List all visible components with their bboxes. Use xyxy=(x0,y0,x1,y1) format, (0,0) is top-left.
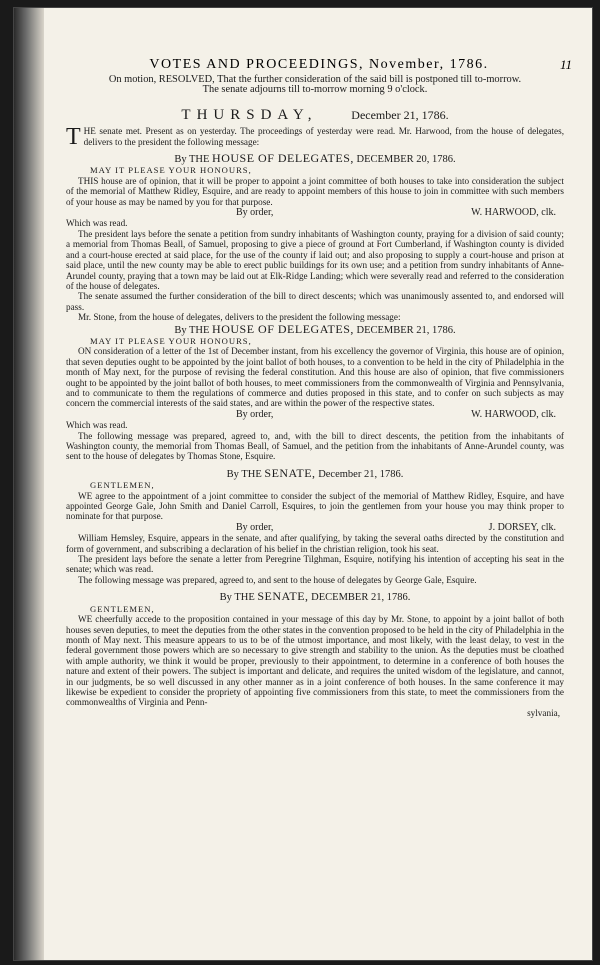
page-number: 11 xyxy=(559,57,572,72)
message-sent-paragraph: The following message was prepared, agreed to, and, with the bill to direct descents, the petition from the inhabitants of Washington county, the memorial from Thomas Beall, of Samuel, and the petition from the inhabitants of Anne-Arundel county, was sent to the house of delegates by Thomas Stone, Esquire. xyxy=(66,430,564,462)
senate-met-text: T HE senate met. Present as on yesterday. The proceedings of yesterday were read. Mr. Harwood, from the house of delegates, delivers to the president the following message: xyxy=(66,124,564,151)
which-was-read-1: Which was read. xyxy=(66,218,128,229)
day-heading xyxy=(66,106,564,123)
salutation-3: GENTLEMEN, xyxy=(90,480,155,491)
running-head: VOTES AND PROCEEDINGS, November, 1786. xyxy=(149,57,489,72)
message-body-2: ON consideration of a letter of the 1st of December instant, from his excellency the governor of Virginia, this house are of opinion, that seven deputies ought to be appointed by the joint ballot of both houses, to a convention to be held in the city of Philadelphia in the month of May next, for the purpose of revising the federal constitution. And this house are also of opinion, that five commissioners ought to be appointed by the joint ballot of both houses, to meet commissioners from the commonwealth of Virginia and Pennsylvania, and to communicate to them the regulations of commerce and duties proposed in this state, and to confer on such subjects as may concern the commercial interests of the said states, and are within the power of the respective states. xyxy=(66,346,564,409)
message-heading-4: By THE SENATE, DECEMBER 21, 1786. xyxy=(219,589,411,604)
drop-cap: T xyxy=(66,124,81,151)
message-heading-2: By THE HOUSE OF DELEGATES, DECEMBER 21, 1786. xyxy=(174,321,456,336)
descents-paragraph: The senate assumed the further consideration of the bill to direct descents; which was unanimously assented to, and endorsed will pass. xyxy=(66,291,564,312)
scan-binding-edge xyxy=(14,8,44,960)
salutation-1: MAY IT PLEASE YOUR HONOURS, xyxy=(90,165,252,176)
signature-2: By order, W. HARWOOD, clk. xyxy=(236,408,556,420)
gale-paragraph: The following message was prepared, agreed to, and sent to the house of delegates by George Gale, Esquire. xyxy=(78,574,477,585)
document-page xyxy=(14,8,592,960)
document-body xyxy=(66,75,564,718)
catchword: sylvania, xyxy=(527,707,560,718)
tilghman-paragraph: The president lays before the senate a letter from Peregrine Tilghman, Esquire, notifying his intention of accepting his seat in the senate; which was read. xyxy=(66,554,564,575)
message-body-3: WE agree to the appointment of a joint committee to consider the subject of the memorial of Matthew Ridley, Esquire, and have appointed George Gale, John Smith and Daniel Carroll, Esquires, to join the gentlemen from your house you may think proper to nominate for that purpose. xyxy=(66,490,564,522)
day-date: December 21, 1786. xyxy=(351,107,449,122)
resolved-text: On motion, RESOLVED, That the further consideration of the said bill is postponed till to-morrow. xyxy=(108,74,522,85)
message-body-4: WE cheerfully accede to the proposition contained in your message of this day by Mr. Stone, to appoint by a joint ballot of both houses seven deputies, to meet the deputies from the other states in the convention proposed to be held in the city of Philadelphia in the month of May next. This measure appears to us to be of the utmost importance, and most likely, with the least delay, to vest in the federal government those powers which are so necessary to give strength and stability to the union. As the deputies must be cloathed with ample authority, we think it would be proper, previously to their appointment, to determine in a conference of both houses the nature and extent of their powers. The subject is important and delicate, and requires the united wisdom of the legislature, and cannot, in our judgments, be so well discussed in any other manner as in a joint conference of both houses. In the same conference it may likewise be expedient to consider the propriety of appointing five commissioners from this state, to meet the commissioners from the commonwealths of Virginia and Penn- xyxy=(66,614,564,708)
stone-paragraph: Mr. Stone, from the house of delegates, delivers to the president the following message: xyxy=(78,312,401,323)
message-heading-3: By THE SENATE, December 21, 1786. xyxy=(226,465,404,480)
salutation-4: GENTLEMEN, xyxy=(90,603,155,614)
which-was-read-2: Which was read. xyxy=(66,420,128,431)
petitions-paragraph: The president lays before the senate a petition from sundry inhabitants of Washington county, praying for a division of said county; a memorial from Thomas Beall, of Samuel, proposing to give a piece of ground at Fort Cumberland, if Washington county is divided and a court-house erected at said place, for the use of the county if laid out; and also proposing to supply a court-house and prison at said place, until the new county may be able to erect public buildings for its own use; and a petition from sundry inhabitants of Anne-Arundel county, praying that a town may be laid out at Elk-Ridge Landing; which were severally read and referred to the consideration of the house of delegates. xyxy=(66,228,564,291)
message-body-1: THIS house are of opinion, that it will be proper to appoint a joint committee of both houses to take into consideration the subject of the memorial of Matthew Ridley, Esquire, and are ready to appoint members of this house to join in committee with such members of your house as may be named by you for that purpose. xyxy=(66,175,564,207)
adjourn-text: The senate adjourns till to-morrow morning 9 o'clock. xyxy=(202,84,428,96)
signature-3: By order, J. DORSEY, clk. xyxy=(236,521,556,533)
salutation-2: MAY IT PLEASE YOUR HONOURS, xyxy=(90,335,252,346)
harwood-text: Mr. Harwood, from the house of delegates, delivers to the president the following message: xyxy=(83,126,564,147)
message-heading-1: By THE HOUSE OF DELEGATES, DECEMBER 20, 1786. xyxy=(174,151,456,166)
day-name: THURSDAY, xyxy=(181,106,318,123)
hemsley-paragraph: William Hemsley, Esquire, appears in the senate, and after qualifying, by taking the several oaths directed by the constitution and form of government, and subscribing a declaration of his belief in the christian religion, took his seat. xyxy=(66,533,564,554)
signature-1: By order, W. HARWOOD, clk. xyxy=(236,207,556,219)
